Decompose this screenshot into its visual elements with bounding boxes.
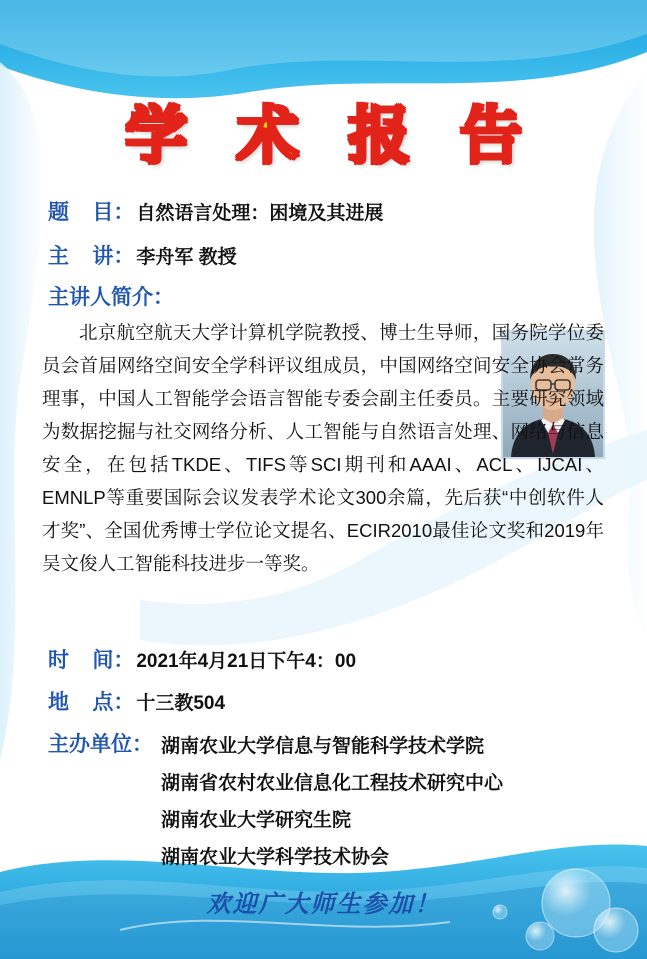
organizers-label: 主办单位： [48,733,153,756]
place-row [48,686,225,716]
organizers-row [48,728,503,876]
page-title: 学 术 报 告 [125,99,536,172]
topic-label: 题 目： [48,201,135,224]
speaker-bio [42,316,604,580]
speaker-value: 李舟军 教授 [136,247,237,268]
topic-value: 自然语言处理：困境及其进展 [136,203,384,224]
organizers-list [161,728,503,876]
topic-row [48,196,383,226]
speaker-label: 主 讲： [48,245,135,268]
place-label: 地 点： [48,691,135,714]
bio-paragraph: 北京航空航天大学计算机学院教授、博士生导师，国务院学位委员会首届网络空间安全学科评议组成员，中国网络空间安全协会常务理事，中国人工智能学会语言智能专委会副主任委员。主要研究领域为数据挖掘与社交网络分析、人工智能与自然语言处理、网络与信息安全，在包括TKDE、TIFS等SCI期刊和AAAI、ACL、IJCAI、EMNLP等重要国际会议发表学术论文300余篇，先后获“中创软件人才奖”、全国优秀博士学位论文提名、ECIR2010最佳论文奖和2019年吴文俊人工智能科技进步一等奖。 [42,322,604,574]
time-row [48,644,356,674]
list-item: 湖南农业大学研究生院 [161,810,352,831]
time-label: 时 间： [48,649,135,672]
time-value: 2021年4月21日下午4：00 [136,651,357,672]
list-item: 湖南省农村农业信息化工程技术研究中心 [161,773,504,794]
list-item: 湖南农业大学信息与智能科学技术学院 [161,736,485,757]
place-value: 十三教504 [136,693,226,714]
bio-section-label: 主讲人简介： [48,286,174,309]
speaker-row [48,240,237,270]
poster-title-area [0,86,647,175]
welcome-message: 欢迎广大师生参加！ [206,891,441,918]
list-item: 湖南农业大学科学技术协会 [161,847,390,868]
